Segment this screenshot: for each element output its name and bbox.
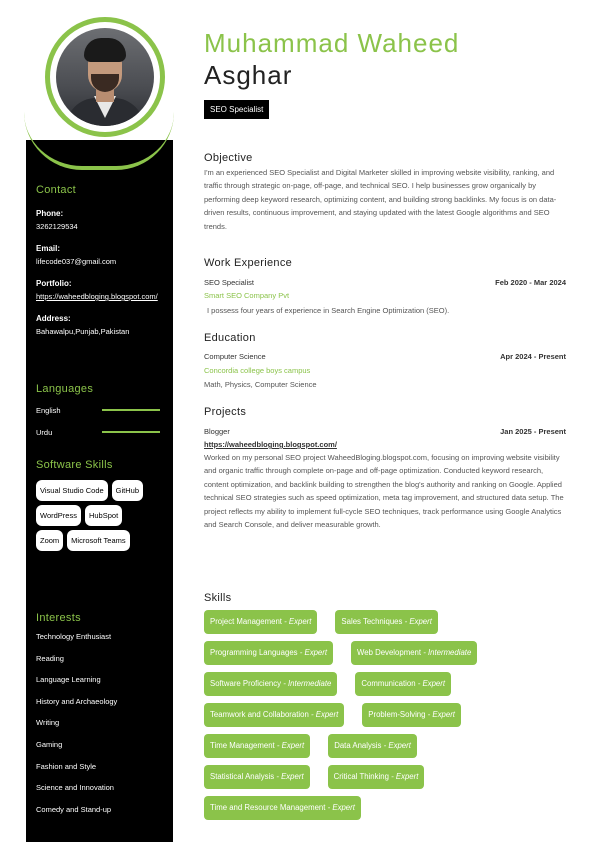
portfolio-label: Portfolio:: [36, 279, 72, 288]
software-chip: HubSpot: [85, 505, 122, 526]
contact-title: Contact: [36, 184, 77, 196]
project-date: Jan 2025 - Present: [500, 427, 566, 436]
name-first-line: Muhammad Waheed: [204, 28, 460, 58]
skill-tag: Statistical Analysis - Expert: [204, 765, 310, 789]
avatar-frame: [45, 17, 165, 137]
experience-description: I possess four years of experience in Search Engine Optimization (SEO).: [207, 306, 450, 315]
education-degree: Computer Science: [204, 352, 266, 361]
skill-tag: Programming Languages - Expert: [204, 641, 333, 665]
objective-text: I'm an experienced SEO Specialist and Digital Marketer skilled in improving website visibility, ranking, and traffic through strategic on-page, off-page, and technical SEO. I help businesses grow organically by performing deep keyword research, optimizing content, and building strong backlinks. My focus is on data-driven results, continuous improvement, and staying updated with the latest Google algorithms and SEO trends.: [204, 168, 557, 231]
role-badge: SEO Specialist: [204, 100, 269, 119]
languages-section: [36, 383, 160, 438]
interest-item: Gaming: [36, 739, 63, 749]
software-chip: GitHub: [112, 480, 143, 501]
language-bar: [102, 409, 160, 411]
software-section: [36, 459, 164, 551]
interest-item: Science and Innovation: [36, 783, 114, 793]
phone-value: 3262129534: [36, 222, 78, 231]
skills-list: [204, 610, 574, 827]
skill-tag: Problem-Solving - Expert: [362, 703, 461, 727]
language-name: Urdu: [36, 427, 53, 437]
contact-section: [36, 184, 164, 337]
skill-tag: Project Management - Expert: [204, 610, 317, 634]
skill-tag: Time and Resource Management - Expert: [204, 796, 361, 820]
interest-item: Technology Enthusiast: [36, 632, 112, 641]
projects-title: Projects: [204, 406, 247, 418]
project-description: Worked on my personal SEO project WaheedBloging.blogspot.com, focusing on improving website visibility and organic traffic through complete on-page and off-page optimization. Conducted keyword research, content optimization, and backlink building to strengthen the blog's authority and ranking on Google. Applied technical SEO strategies such as speed optimization, meta tag improvement, and structured data setup. The project reflects my ability to implement full-cycle SEO techniques, track performance using Google Analytics and Search Console, and deliver measurable growth.: [204, 453, 564, 530]
software-chip: Visual Studio Code: [36, 480, 108, 501]
portfolio-link[interactable]: https://waheedbloging.blogspot.com/: [36, 292, 158, 301]
experience-position: SEO Specialist: [204, 278, 255, 287]
project-link[interactable]: https://waheedbloging.blogspot.com/: [204, 440, 337, 449]
education-title: Education: [204, 332, 256, 344]
name-second-line: Asghar: [204, 60, 293, 90]
software-chip: WordPress: [36, 505, 81, 526]
skill-tag: Software Proficiency - Intermediate: [204, 672, 337, 696]
skill-tag: Sales Techniques - Expert: [335, 610, 437, 634]
experience-company: Smart SEO Company Pvt: [204, 291, 290, 300]
email-value[interactable]: lifecode037@gmail.com: [36, 257, 117, 266]
interest-item: Comedy and Stand-up: [36, 804, 112, 814]
interest-item: Fashion and Style: [36, 761, 97, 771]
interest-item: History and Archaeology: [36, 696, 118, 706]
interest-item: Reading: [36, 653, 64, 663]
skill-tag: Critical Thinking - Expert: [328, 765, 425, 789]
language-name: English: [36, 405, 61, 415]
project-name: Blogger: [204, 427, 230, 436]
experience-row: [204, 278, 566, 287]
software-chips: [36, 480, 152, 551]
address-label: Address:: [36, 314, 71, 323]
skill-tag: Data Analysis - Expert: [328, 734, 417, 758]
interests-section: [36, 612, 164, 820]
software-title: Software Skills: [36, 459, 113, 471]
project-row: [204, 427, 566, 436]
language-bar: [102, 431, 160, 433]
education-date: Apr 2024 - Present: [500, 352, 566, 361]
interests-title: Interests: [36, 612, 81, 624]
email-label: Email:: [36, 244, 61, 253]
skill-tag: Teamwork and Collaboration - Expert: [204, 703, 344, 727]
software-chip: Zoom: [36, 530, 63, 551]
language-row: [36, 426, 160, 438]
address-value: Bahawalpu,Punjab,Pakistan: [36, 327, 130, 336]
skill-tag: Communication - Expert: [355, 672, 451, 696]
experience-title: Work Experience: [204, 257, 293, 269]
education-row: [204, 352, 566, 361]
experience-date: Feb 2020 - Mar 2024: [495, 278, 566, 287]
language-row: [36, 404, 160, 416]
objective-title: Objective: [204, 152, 253, 164]
phone-label: Phone:: [36, 209, 64, 218]
skill-tag: Web Development - Intermediate: [351, 641, 477, 665]
education-subjects: Math, Physics, Computer Science: [204, 380, 317, 389]
languages-title: Languages: [36, 383, 94, 395]
software-chip: Microsoft Teams: [67, 530, 129, 551]
skill-tag: Time Management - Expert: [204, 734, 310, 758]
education-school: Concordia college boys campus: [204, 366, 311, 375]
avatar: [56, 28, 154, 126]
interest-item: Language Learning: [36, 675, 101, 685]
interest-item: Writing: [36, 718, 60, 728]
skills-title: Skills: [204, 592, 232, 604]
